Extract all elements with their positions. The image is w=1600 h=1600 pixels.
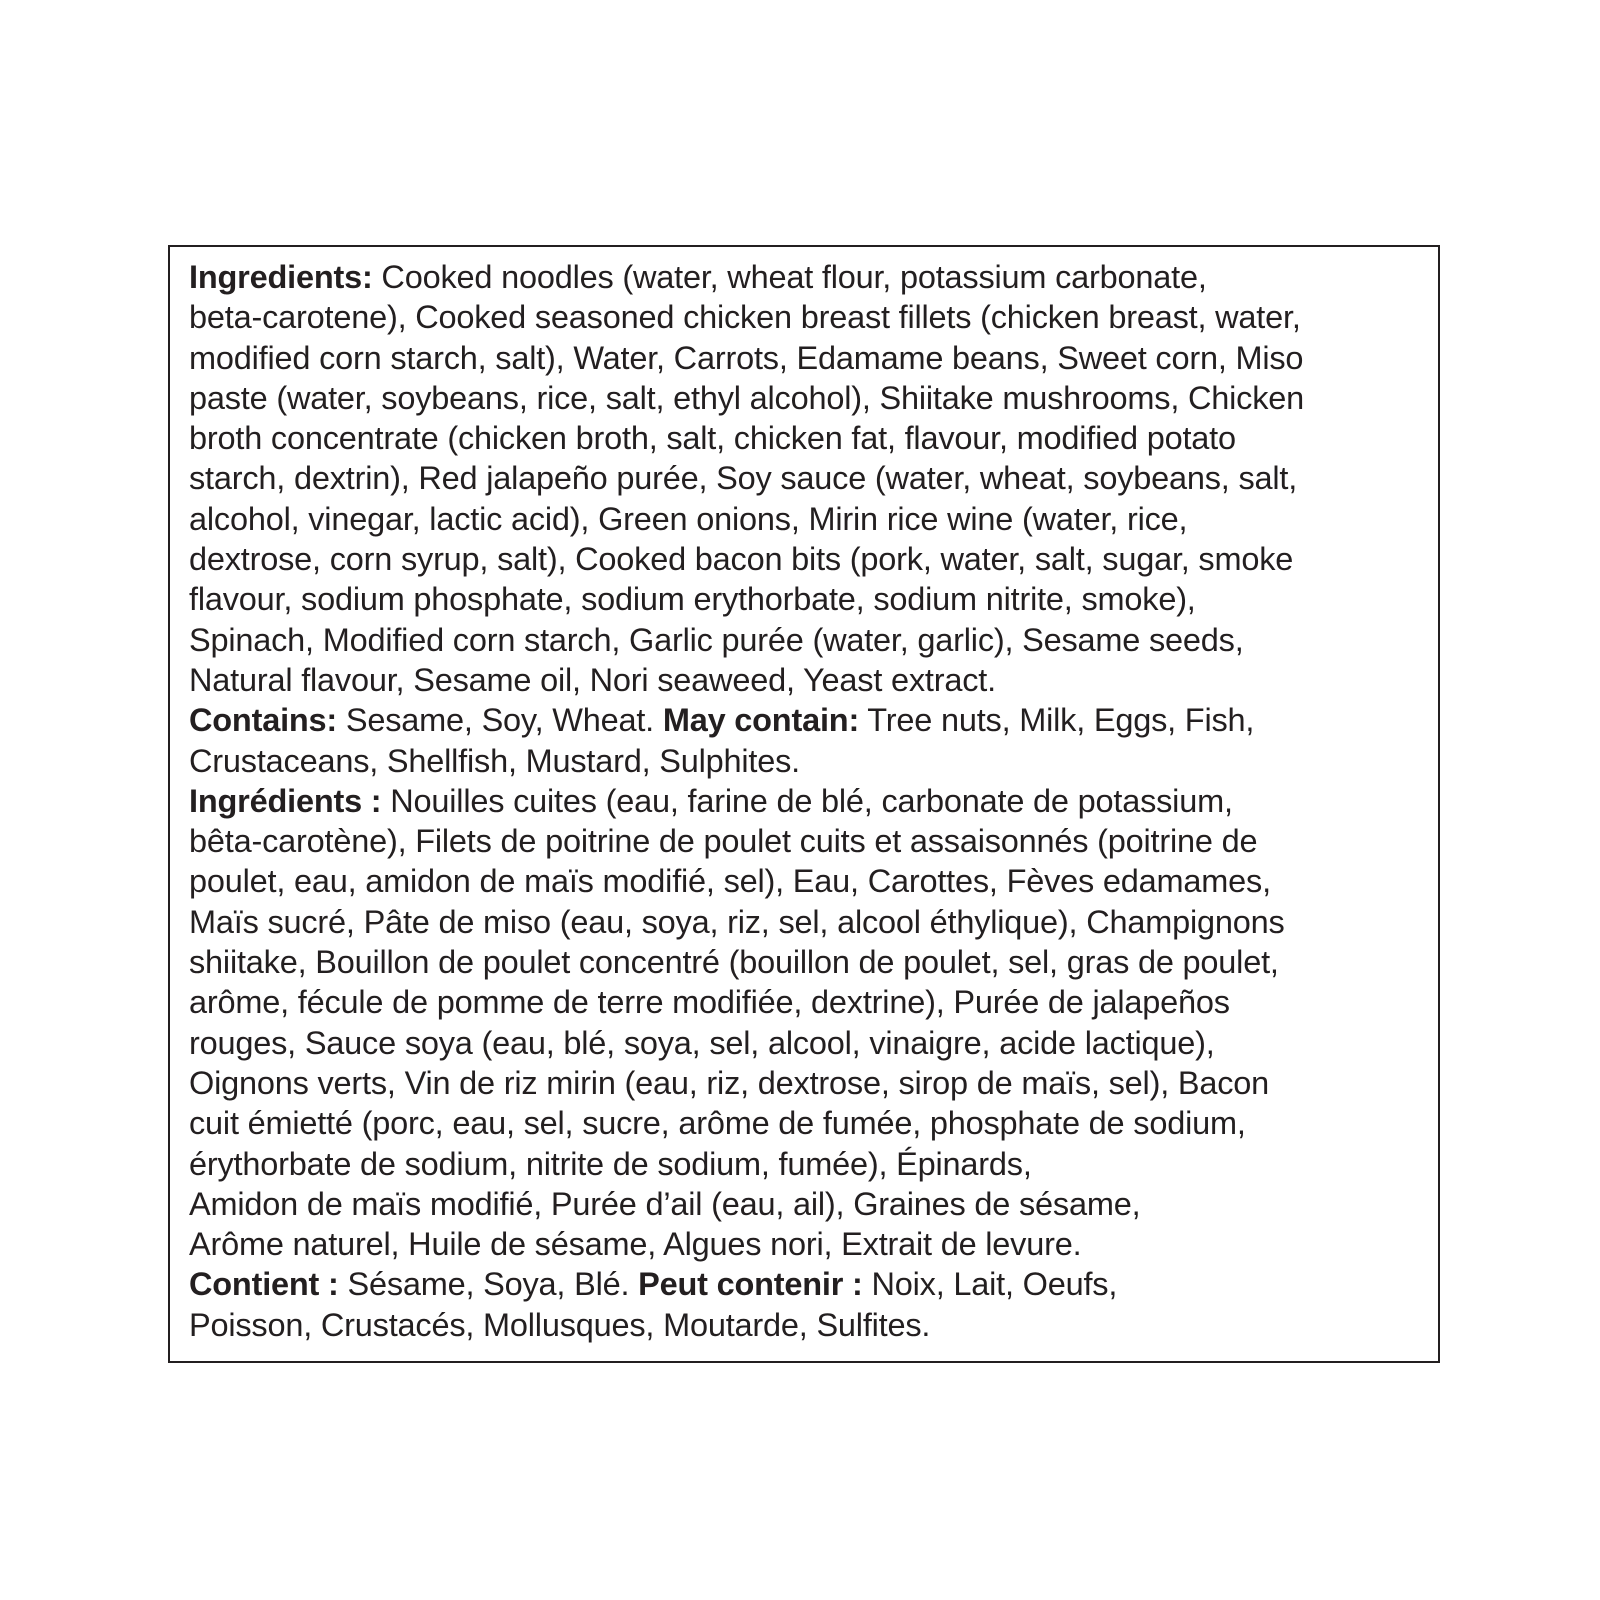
fr-ingredients-heading: Ingrédients : xyxy=(189,782,382,819)
en-ingredients-line: broth concentrate (chicken broth, salt, chicken fat, flavour, modified potato xyxy=(189,420,1236,457)
en-ingredients-line xyxy=(189,257,1422,297)
en-ingredients-line: Natural flavour, Sesame oil, Nori seaweed, Yeast extract. xyxy=(189,661,996,698)
en-ingredients-line: paste (water, soybeans, rice, salt, ethyl alcohol), Shiitake mushrooms, Chicken xyxy=(189,379,1304,416)
fr-ingredients-line xyxy=(189,781,1422,821)
en-may-contain-text: Tree nuts, Milk, Eggs, Fish, xyxy=(859,702,1255,739)
en-may-contain-line: Crustaceans, Shellfish, Mustard, Sulphites. xyxy=(189,742,800,779)
en-ingredients-line: beta-carotene), Cooked seasoned chicken breast fillets (chicken breast, water, xyxy=(189,299,1301,336)
fr-ingredients-line: cuit émietté (porc, eau, sel, sucre, arôme de fumée, phosphate de sodium, xyxy=(189,1105,1246,1142)
en-allergen-line xyxy=(189,700,1422,740)
fr-ingredients-line: Arôme naturel, Huile de sésame, Algues nori, Extrait de levure. xyxy=(189,1226,1082,1263)
en-ingredients-text: Cooked noodles (water, wheat flour, potassium carbonate, xyxy=(372,259,1207,295)
fr-ingredients-line: bêta-carotène), Filets de poitrine de poulet cuits et assaisonnés (poitrine de xyxy=(189,823,1258,860)
fr-ingredients-line: Oignons verts, Vin de riz mirin (eau, riz, dextrose, sirop de maïs, sel), Bacon xyxy=(189,1064,1270,1101)
fr-allergen-line xyxy=(189,1264,1422,1304)
en-ingredients-heading: Ingredients: xyxy=(189,259,373,295)
en-ingredients-line: flavour, sodium phosphate, sodium erythorbate, sodium nitrite, smoke), xyxy=(189,581,1196,618)
fr-ingredients-line: rouges, Sauce soya (eau, blé, soya, sel, alcool, vinaigre, acide lactique), xyxy=(189,1024,1215,1061)
en-ingredients-line: alcohol, vinegar, lactic acid), Green onions, Mirin rice wine (water, rice, xyxy=(189,500,1188,537)
fr-may-contain-heading: Peut contenir : xyxy=(638,1266,863,1303)
fr-may-contain-text: Noix, Lait, Oeufs, xyxy=(862,1266,1118,1303)
fr-ingredients-line: érythorbate de sodium, nitrite de sodium, fumée), Épinards, xyxy=(189,1145,1032,1182)
ingredients-label-text xyxy=(189,257,1422,1345)
en-contains-heading: Contains: xyxy=(189,702,338,739)
fr-ingredients-line: shiitake, Bouillon de poulet concentré (bouillon de poulet, sel, gras de poulet, xyxy=(189,944,1279,981)
fr-contains-heading: Contient : xyxy=(189,1266,339,1303)
fr-ingredients-line: Amidon de maïs modifié, Purée d’ail (eau, ail), Graines de sésame, xyxy=(189,1185,1141,1222)
fr-ingredients-text: Nouilles cuites (eau, farine de blé, carbonate de potassium, xyxy=(381,782,1233,819)
fr-ingredients-line: Maïs sucré, Pâte de miso (eau, soya, riz, sel, alcool éthylique), Champignons xyxy=(189,903,1285,940)
en-ingredients-line: Spinach, Modified corn starch, Garlic purée (water, garlic), Sesame seeds, xyxy=(189,621,1244,658)
en-contains-text: Sesame, Soy, Wheat. xyxy=(337,702,663,739)
fr-ingredients-line: arôme, fécule de pomme de terre modifiée, dextrine), Purée de jalapeños xyxy=(189,984,1230,1021)
ingredients-label-box xyxy=(168,245,1440,1363)
en-may-contain-heading: May contain: xyxy=(662,702,860,739)
en-ingredients-line: modified corn starch, salt), Water, Carrots, Edamame beans, Sweet corn, Miso xyxy=(189,339,1304,376)
fr-contains-text: Sésame, Soya, Blé. xyxy=(338,1266,639,1303)
en-ingredients-line: starch, dextrin), Red jalapeño purée, Soy sauce (water, wheat, soybeans, salt, xyxy=(189,460,1298,497)
fr-may-contain-line: Poisson, Crustacés, Mollusques, Moutarde, Sulfites. xyxy=(189,1306,931,1343)
fr-ingredients-line: poulet, eau, amidon de maïs modifié, sel), Eau, Carottes, Fèves edamames, xyxy=(189,863,1271,900)
en-ingredients-line: dextrose, corn syrup, salt), Cooked bacon bits (pork, water, salt, sugar, smoke xyxy=(189,541,1294,578)
